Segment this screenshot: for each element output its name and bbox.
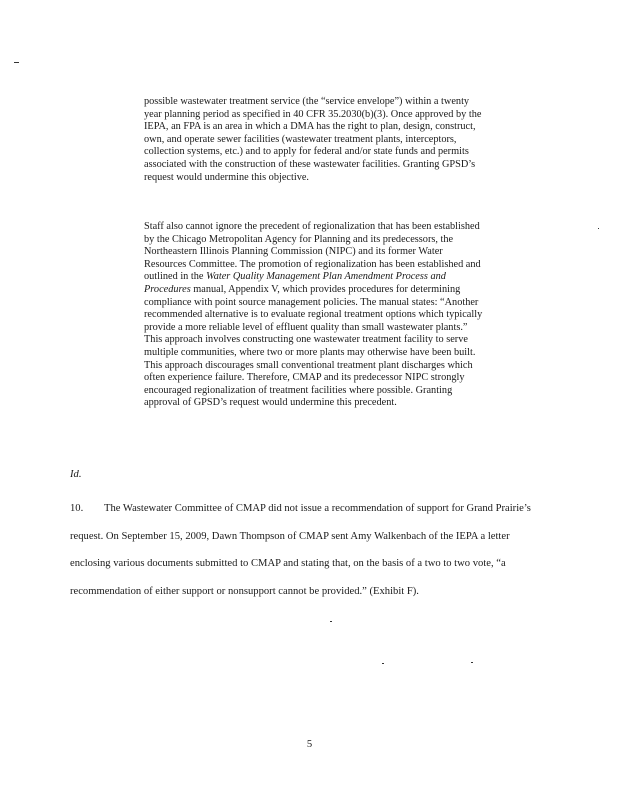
paragraph-number: 10. xyxy=(70,503,84,514)
quote-paragraph-2-text xyxy=(144,221,484,410)
scan-artifact-dot xyxy=(598,228,599,229)
page-number: 5 xyxy=(306,739,313,750)
quote-paragraph-1-text: possible wastewater treatment service (the “service envelope”) within a twenty year planning period as specified in 40 CFR 35.2030(b)(3). Once approved by the IEPA, an FPA is an area in which a DMA has the right to plan, design, construct, own, and operate sewer facilities (wastewater treatment plants, interceptors, collection systems, etc.) and to apply for federal and/or state funds and permits associated with the construction of these wastewater facilities. Granting GPSD’s request would undermine this objective. xyxy=(144,96,482,183)
scan-artifact-dot xyxy=(471,662,473,663)
scan-artifact-dot xyxy=(330,621,332,622)
numbered-paragraph-10 xyxy=(70,495,550,605)
scan-artifact-dot xyxy=(382,663,384,664)
paragraph-10-body xyxy=(70,495,550,605)
quote-paragraph-2-lead: Staff also cannot ignore the precedent of regionalization that has been established by the Chicago Metropolitan Agency for Planning and its predecessors, the Northeastern Illinois Planning Commission (NIPC) and its former Water Resources Committee. The promotion of regionalization has been established and outlined in the xyxy=(144,221,481,283)
paragraph-10-text: The Wastewater Committee of CMAP did not issue a recommendation of support for Grand Prairie’s request. On September 15, 2009, Dawn Thompson of CMAP sent Amy Walkenbach of the IEPA a letter enclosing various documents submitted to CMAP and stating that, on the basis of a two to two vote, “a recommendation of either support or nonsupport cannot be provided.” (Exhibit F). xyxy=(70,503,531,597)
scan-artifact-mark xyxy=(14,62,19,63)
block-quote-paragraph-2 xyxy=(144,221,484,410)
block-quote-paragraph-1 xyxy=(144,96,484,184)
manual-title: Water Quality Management Plan Amendment Process and Procedures xyxy=(144,271,446,295)
id-citation: Id. xyxy=(70,469,82,480)
quote-paragraph-2-rest: manual, Appendix V, which provides procedures for determining compliance with point source management policies. The manual states: “Another recommended alternative is to evaluate regional treatment options which typically provide a more reliable level of effluent quality than small wastewater plants.” This approach involves constructing one wastewater treatment facility to serve multiple communities, where two or more plants may otherwise have been built. This approach discourages small conventional treatment plant discharges which often experience failure. Therefore, CMAP and its predecessor NIPC strongly encouraged regionalization of treatment facilities where possible. Granting approval of GPSD’s request would undermine this precedent. xyxy=(144,283,483,409)
